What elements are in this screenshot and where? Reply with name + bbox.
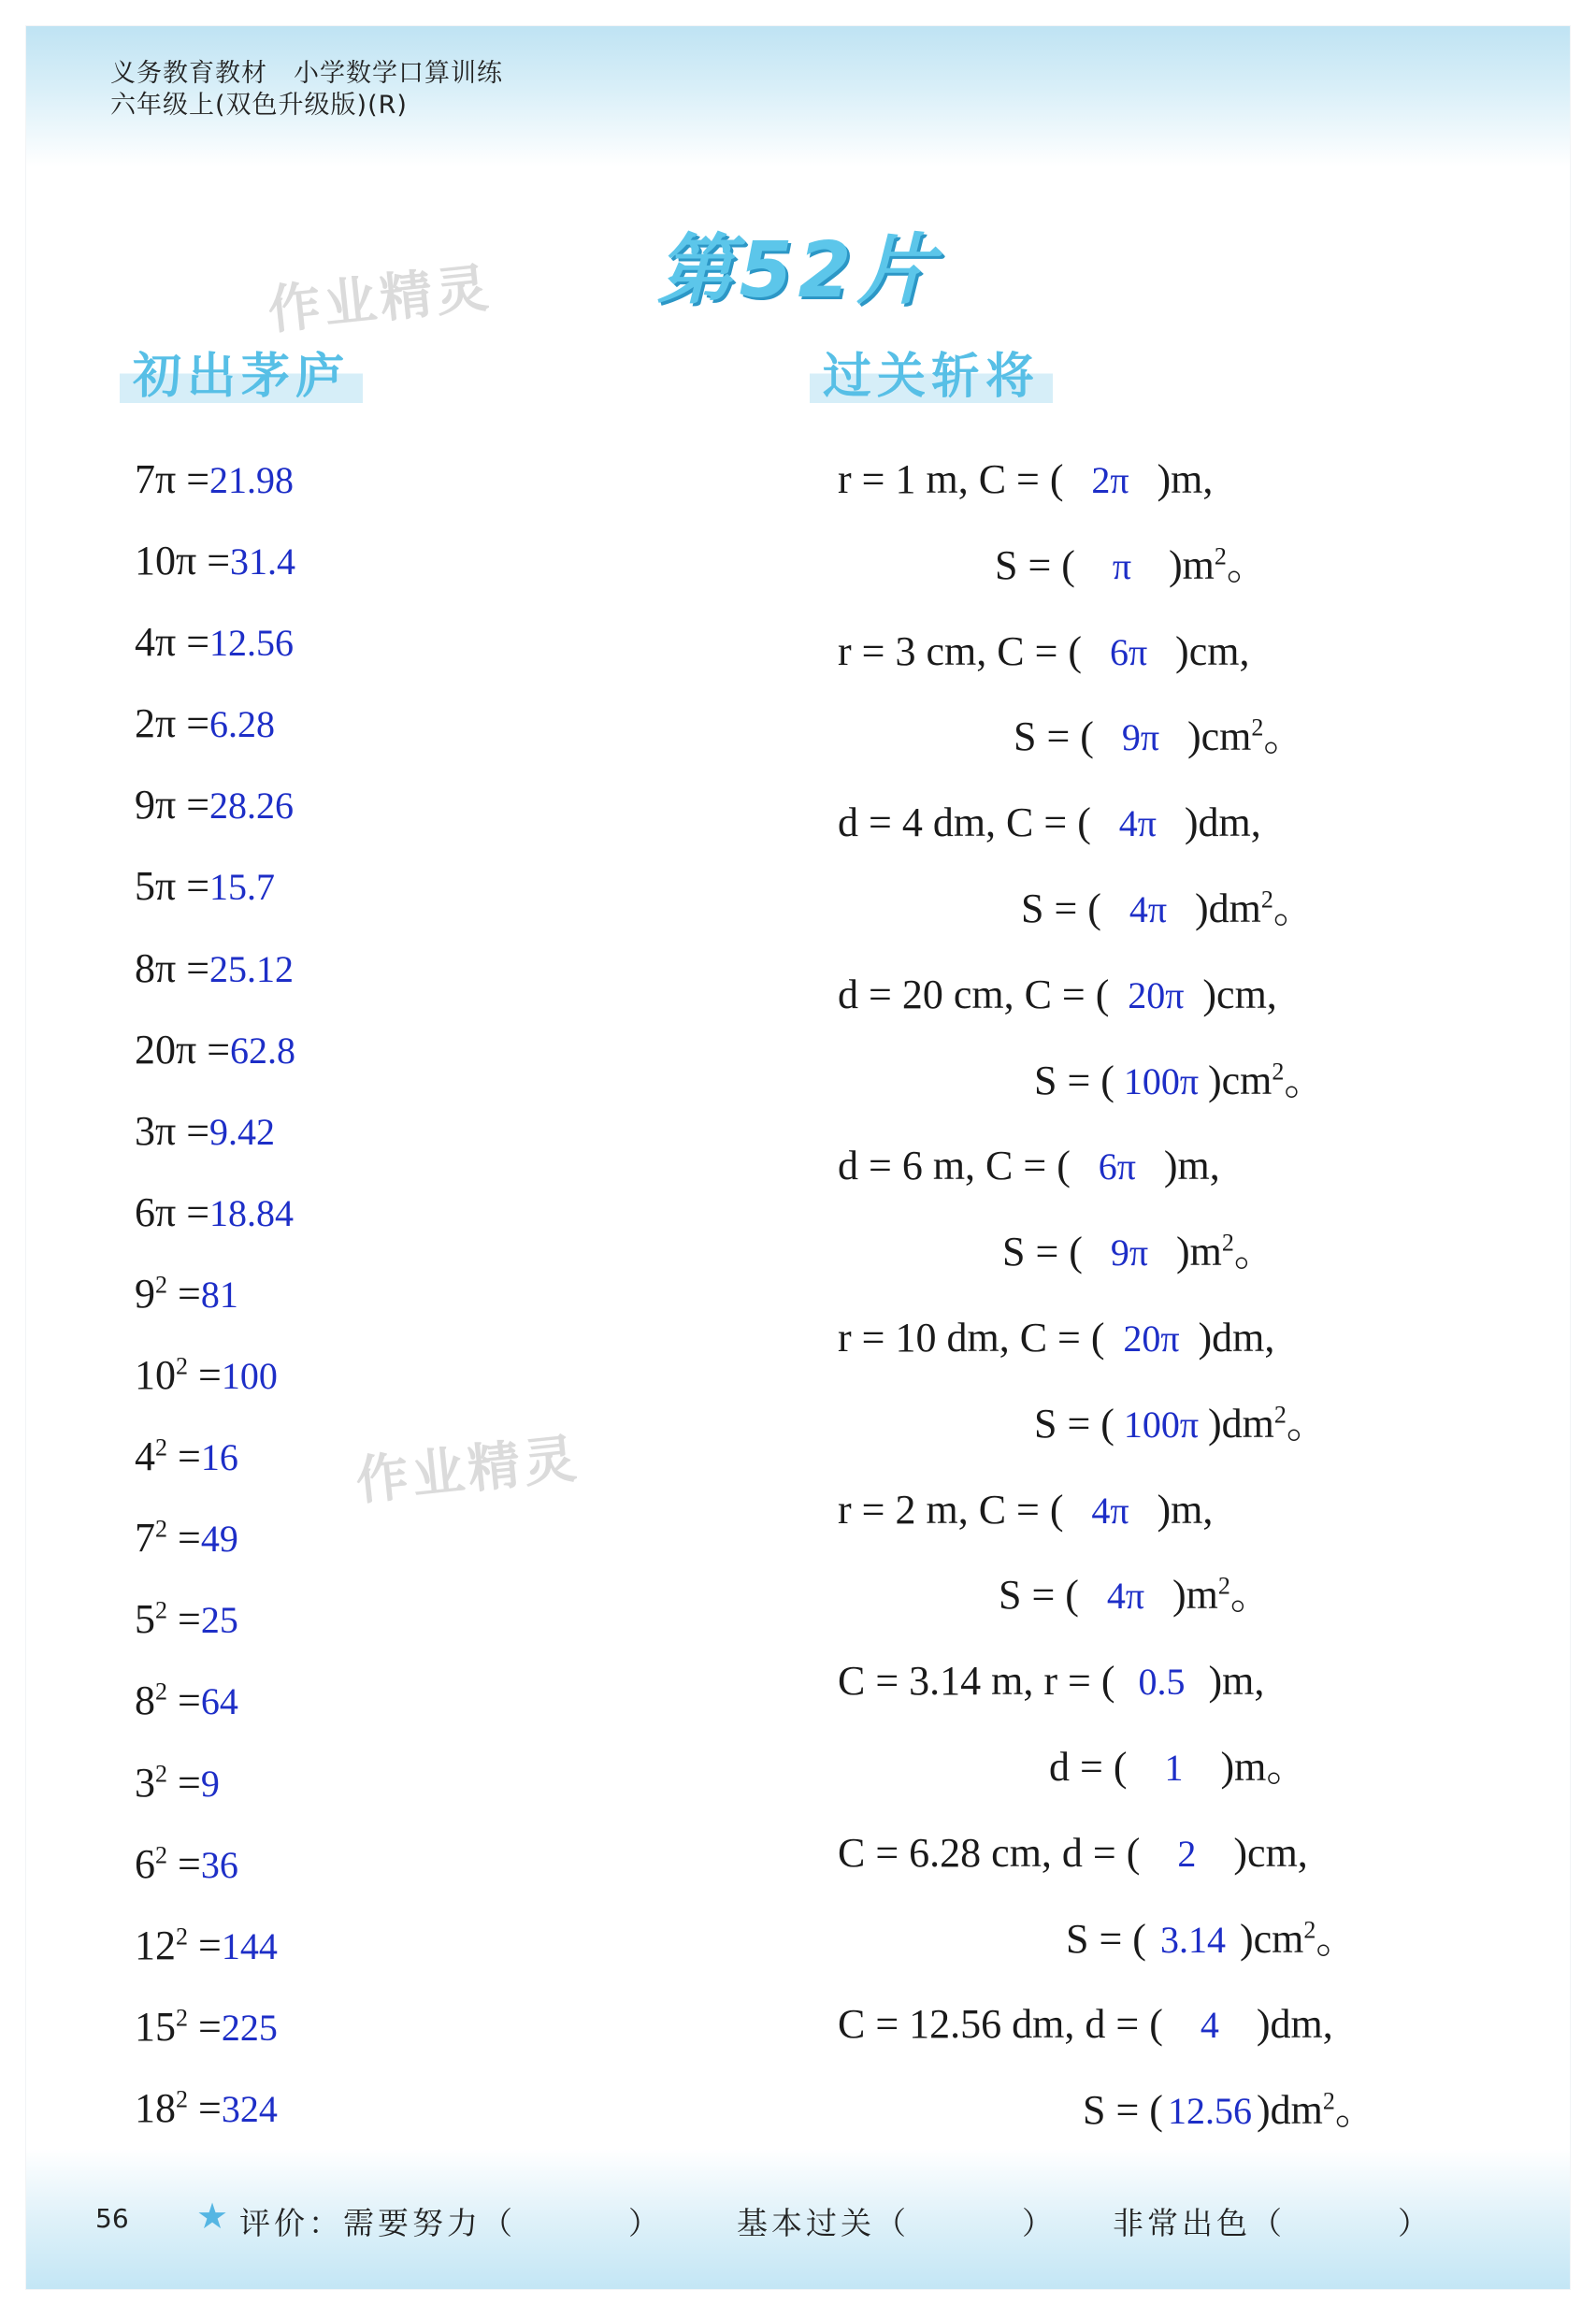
exercise-unit: )cm xyxy=(1207,1057,1272,1103)
exercise-prompt: d = ( xyxy=(1049,1743,1128,1790)
right-exercise-row xyxy=(838,876,1586,962)
star-icon: ★ xyxy=(196,2196,229,2237)
exercise-answer: 31.4 xyxy=(230,540,296,583)
exercise-unit: )m, xyxy=(1163,1143,1220,1189)
exercise-answer: 49 xyxy=(200,1518,238,1561)
exercise-unit: )dm, xyxy=(1184,799,1261,846)
right-exercise-row xyxy=(838,1219,1586,1305)
right-exercise-row xyxy=(838,1649,1586,1735)
exercise-answer: π xyxy=(1112,544,1132,587)
sentence-end: 。 xyxy=(1233,1229,1275,1275)
left-exercise-row: $10^2 =100$ xyxy=(135,1352,278,1399)
exercise-answer: 20π xyxy=(1123,1317,1180,1360)
exercise-answer: 6π xyxy=(1109,630,1148,673)
exercise-prompt: C = 6.28 cm, d = ( xyxy=(838,1829,1141,1876)
exercise-answer: 6π xyxy=(1098,1145,1136,1188)
exercise-expression: 9π = xyxy=(135,782,210,828)
right-exercise-row xyxy=(838,1907,1586,1993)
exercise-base: 4 xyxy=(135,1433,155,1480)
exercise-unit: )m, xyxy=(1157,456,1214,502)
right-exercise-row xyxy=(838,1305,1586,1391)
exercise-expression: 6π = xyxy=(135,1188,210,1235)
exercise-answer: 20π xyxy=(1128,973,1185,1016)
left-exercise-list xyxy=(135,447,602,2157)
exercise-base: 6 xyxy=(135,1840,155,1887)
exercise-unit: )m, xyxy=(1157,1486,1214,1533)
evaluation-excellent[interactable]: 非常出色（ ） xyxy=(1113,2205,1432,2241)
exercise-exponent: 2 xyxy=(155,1515,167,1543)
right-exercise-row xyxy=(838,1562,1586,1649)
left-exercise-row: $8^2 =64$ xyxy=(135,1678,238,1724)
evaluation-basic-pass[interactable]: 基本过关（ ） xyxy=(737,2205,1057,2241)
exercise-answer: 4π xyxy=(1106,1575,1145,1618)
right-exercise-row xyxy=(838,962,1586,1048)
exercise-expression: 3π = xyxy=(135,1107,210,1154)
exercise-prompt: d = 20 cm, C = ( xyxy=(838,971,1110,1017)
sentence-end: 。 xyxy=(1284,1057,1326,1103)
unit-exponent: 2 xyxy=(1322,2087,1335,2115)
sentence-end: 。 xyxy=(1229,1572,1272,1619)
sentence-end: 。 xyxy=(1334,2087,1376,2134)
sentence-end: 。 xyxy=(1266,1743,1308,1790)
exercise-exponent: 2 xyxy=(176,1922,188,1951)
exercise-answer: 6.28 xyxy=(209,703,276,746)
left-exercise-row xyxy=(135,772,602,854)
exercise-prompt: S = ( xyxy=(1034,1057,1114,1103)
exercise-expression: 20π = xyxy=(135,1026,231,1073)
exercise-prompt: S = ( xyxy=(1002,1229,1083,1275)
page-title: 第52片 xyxy=(656,226,940,315)
exercise-prompt: S = ( xyxy=(1083,2087,1163,2134)
left-exercise-row: $3^2 =9$ xyxy=(135,1759,220,1806)
exercise-base: 18 xyxy=(135,2084,176,2131)
right-exercise-row xyxy=(838,1133,1586,1219)
left-exercise-row: $4^2 =16$ xyxy=(135,1433,238,1480)
unit-exponent: 2 xyxy=(1303,1915,1316,1943)
exercise-answer: 100π xyxy=(1123,1403,1200,1446)
exercise-answer: 36 xyxy=(200,1843,238,1886)
left-exercise-row: $7^2 =49$ xyxy=(135,1515,238,1562)
exercise-base: 7 xyxy=(135,1515,155,1562)
exercise-answer: 9 xyxy=(200,1762,220,1805)
exercise-exponent: 2 xyxy=(176,2004,188,2032)
right-exercise-row xyxy=(838,1391,1586,1477)
exercise-answer: 0.5 xyxy=(1138,1661,1186,1704)
exercise-prompt: C = 3.14 m, r = ( xyxy=(838,1658,1115,1705)
exercise-prompt: C = 12.56 dm, d = ( xyxy=(838,2001,1163,2048)
left-exercise-row xyxy=(135,1099,602,1180)
exercise-answer: 81 xyxy=(200,1273,238,1316)
exercise-unit: )cm, xyxy=(1233,1829,1308,1876)
watermark: 作业精灵 xyxy=(352,1428,583,1513)
right-exercise-row xyxy=(838,790,1586,876)
exercise-unit: )dm xyxy=(1207,1400,1274,1447)
exercise-unit: )dm, xyxy=(1198,1314,1275,1361)
exercise-exponent: 2 xyxy=(176,1352,188,1380)
left-exercise-row: $9^2 =81$ xyxy=(135,1270,238,1317)
section-heading-right: 过关斩将 xyxy=(810,344,1053,410)
exercise-unit: )m xyxy=(1220,1743,1267,1790)
right-exercise-row xyxy=(838,1048,1586,1134)
exercise-prompt: d = 4 dm, C = ( xyxy=(838,799,1091,846)
exercise-answer: 62.8 xyxy=(230,1029,296,1072)
footer xyxy=(26,2194,1570,2250)
exercise-base: 10 xyxy=(135,1352,176,1399)
exercise-exponent: 2 xyxy=(155,1433,167,1462)
exercise-answer: 100π xyxy=(1123,1059,1200,1102)
exercise-answer: 3.14 xyxy=(1159,1918,1226,1961)
exercise-answer: 1 xyxy=(1164,1746,1184,1789)
sentence-end: 。 xyxy=(1286,1400,1328,1447)
exercise-answer: 12.56 xyxy=(209,622,295,665)
left-exercise-row xyxy=(135,1017,602,1099)
exercise-answer: 18.84 xyxy=(209,1191,295,1234)
unit-exponent: 2 xyxy=(1217,1572,1230,1600)
exercise-base: 5 xyxy=(135,1596,155,1643)
exercise-unit: )cm xyxy=(1186,713,1252,760)
exercise-prompt: d = 6 m, C = ( xyxy=(838,1143,1071,1189)
exercise-answer: 2 xyxy=(1177,1832,1197,1875)
exercise-base: 12 xyxy=(135,1922,176,1968)
exercise-prompt: r = 2 m, C = ( xyxy=(838,1486,1064,1533)
exercise-base: 9 xyxy=(135,1270,155,1317)
right-exercise-row xyxy=(838,447,1586,533)
exercise-prompt: r = 3 cm, C = ( xyxy=(838,627,1083,674)
left-exercise-row: $12^2 =144$ xyxy=(135,1922,278,1968)
unit-exponent: 2 xyxy=(1272,1057,1285,1085)
exercise-exponent: 2 xyxy=(155,1271,167,1299)
exercise-answer: 16 xyxy=(200,1436,238,1479)
left-exercise-row xyxy=(135,610,602,691)
right-exercise-list xyxy=(838,447,1586,2164)
exercise-answer: 9π xyxy=(1121,716,1160,759)
exercise-answer: 2π xyxy=(1091,459,1129,501)
right-exercise-row xyxy=(838,533,1586,619)
sentence-end: 。 xyxy=(1316,1915,1358,1962)
exercise-answer: 25 xyxy=(200,1599,238,1642)
right-exercise-row xyxy=(838,1821,1586,1907)
right-exercise-row xyxy=(838,619,1586,705)
sentence-end: 。 xyxy=(1226,541,1268,588)
watermark: 作业精灵 xyxy=(265,257,496,342)
exercise-answer: 12.56 xyxy=(1167,2090,1252,2133)
unit-exponent: 2 xyxy=(1273,1401,1287,1429)
exercise-prompt: S = ( xyxy=(995,541,1075,588)
right-exercise-row xyxy=(838,1992,1586,2078)
left-exercise-row xyxy=(135,1180,602,1261)
left-exercise-row xyxy=(135,528,602,610)
exercise-answer: 28.26 xyxy=(209,785,295,828)
exercise-exponent: 2 xyxy=(155,1759,167,1787)
left-exercise-row xyxy=(135,936,602,1017)
exercise-expression: 5π = xyxy=(135,863,210,910)
exercise-prompt: S = ( xyxy=(1066,1915,1146,1962)
exercise-exponent: 2 xyxy=(155,1840,167,1868)
exercise-exponent: 2 xyxy=(176,2085,188,2113)
exercise-unit: )cm, xyxy=(1202,971,1277,1017)
exercise-base: 8 xyxy=(135,1678,155,1724)
exercise-unit: )dm xyxy=(1194,885,1261,931)
series-title: 义务教育教材 小学数学口算训练 xyxy=(110,59,503,88)
left-exercise-row xyxy=(135,691,602,772)
exercise-unit: )m, xyxy=(1208,1658,1265,1705)
left-exercise-row: $6^2 =36$ xyxy=(135,1840,238,1887)
left-exercise-row: $5^2 =25$ xyxy=(135,1596,238,1643)
exercise-unit: )m xyxy=(1172,1572,1218,1619)
exercise-answer: 9π xyxy=(1110,1231,1149,1274)
exercise-prompt: S = ( xyxy=(999,1572,1079,1619)
worksheet-page xyxy=(26,26,1570,2289)
exercise-prompt: r = 1 m, C = ( xyxy=(838,456,1064,502)
exercise-base: 3 xyxy=(135,1759,155,1806)
exercise-expression: 2π = xyxy=(135,700,210,747)
unit-exponent: 2 xyxy=(1221,1229,1234,1257)
exercise-expression: 4π = xyxy=(135,619,210,666)
exercise-unit: )dm, xyxy=(1256,2001,1333,2048)
exercise-answer: 324 xyxy=(221,2087,278,2130)
exercise-answer: 4π xyxy=(1091,1489,1129,1532)
exercise-expression: 10π = xyxy=(135,538,231,584)
left-exercise-row: $15^2 =225$ xyxy=(135,2003,278,2050)
exercise-answer: 4π xyxy=(1118,802,1157,845)
exercise-answer: 21.98 xyxy=(209,459,295,501)
left-exercise-row xyxy=(135,447,602,528)
page-number: 56 xyxy=(95,2203,129,2234)
exercise-unit: )cm xyxy=(1239,1915,1304,1962)
left-exercise-row: $18^2 =324$ xyxy=(135,2084,278,2131)
exercise-prompt: S = ( xyxy=(1021,885,1101,931)
right-exercise-row xyxy=(838,704,1586,790)
exercise-answer: 25.12 xyxy=(209,947,295,990)
exercise-unit: )m xyxy=(1168,541,1215,588)
right-exercise-row xyxy=(838,1477,1586,1563)
exercise-prompt: r = 10 dm, C = ( xyxy=(838,1314,1105,1361)
unit-exponent: 2 xyxy=(1214,542,1227,570)
exercise-answer: 225 xyxy=(221,2006,278,2049)
exercise-answer: 15.7 xyxy=(209,866,276,909)
exercise-expression: 7π = xyxy=(135,456,210,502)
exercise-unit: )dm xyxy=(1256,2087,1323,2134)
unit-exponent: 2 xyxy=(1251,713,1264,742)
exercise-prompt: S = ( xyxy=(1014,713,1094,760)
exercise-answer: 9.42 xyxy=(209,1110,276,1153)
unit-exponent: 2 xyxy=(1260,886,1273,914)
exercise-exponent: 2 xyxy=(155,1596,167,1624)
exercise-exponent: 2 xyxy=(155,1678,167,1706)
exercise-answer: 100 xyxy=(221,1355,278,1398)
exercise-answer: 4 xyxy=(1200,2004,1219,2047)
evaluation-needs-effort[interactable]: 评价：需要努力（ ） xyxy=(239,2205,663,2241)
exercise-answer: 64 xyxy=(200,1680,238,1723)
exercise-base: 15 xyxy=(135,2003,176,2050)
sentence-end: 。 xyxy=(1272,885,1315,931)
exercise-answer: 144 xyxy=(221,1924,278,1967)
grade-edition: 六年级上(双色升级版)(R) xyxy=(110,91,408,120)
exercise-answer: 4π xyxy=(1129,887,1168,930)
exercise-unit: )m xyxy=(1175,1229,1222,1275)
exercise-prompt: S = ( xyxy=(1034,1400,1114,1447)
exercise-unit: )cm, xyxy=(1175,627,1250,674)
sentence-end: 。 xyxy=(1263,713,1305,760)
right-exercise-row xyxy=(838,1735,1586,1821)
exercise-expression: 8π = xyxy=(135,944,210,991)
left-exercise-row xyxy=(135,854,602,935)
section-heading-left: 初出茅庐 xyxy=(120,344,363,410)
